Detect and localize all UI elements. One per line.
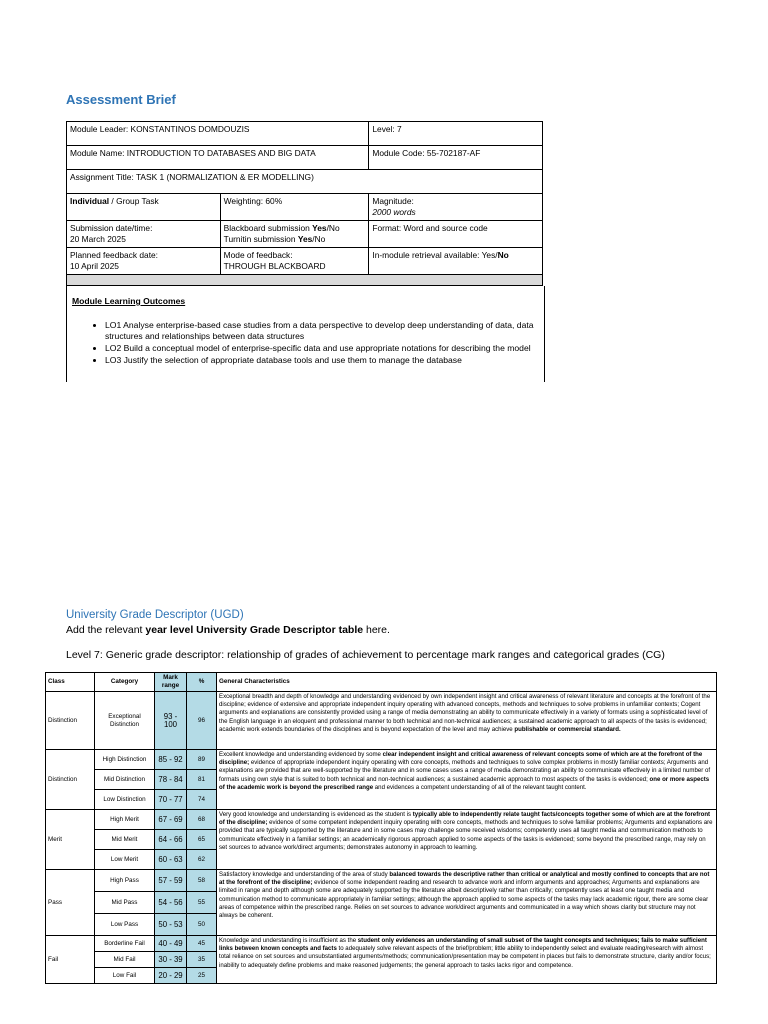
percent-cell: 50 bbox=[187, 914, 217, 936]
header-characteristics: General Characteristics bbox=[217, 673, 717, 692]
retrieval: In-module retrieval available: Yes/No bbox=[369, 248, 543, 275]
mark-range-cell: 67 - 69 bbox=[155, 810, 187, 830]
mark-range-cell: 70 - 77 bbox=[155, 790, 187, 810]
shaded-divider bbox=[67, 275, 543, 286]
percent-cell: 81 bbox=[187, 770, 217, 790]
learning-outcome-item: • LO2 Build a conceptual model of enterprise-specific data and use appropriate notations for describing the model bbox=[105, 343, 534, 354]
characteristics-cell: Exceptional breadth and depth of knowledge and understanding evidenced by own independent insight and critical awareness of relevant literature and concepts at the forefront of the discipline; evidence of extensive and appropriate independent inquiry operating with advanced concepts, methods and techniques to solve problems in unfamiliar contexts; Cogent arguments and explanations are consistently provided using a range of media demonstrating an ability to communicate effectively in a variety of formats using a sophisticated level of the English language in an eloquent and professional manner to both technical and non-technical audiences; a sustained academic approach to all aspects of the tasks is evidenced; academic work extends boundaries of the disciplines and is beyond expectation of the level and may achieve publishable or commercial standard. bbox=[217, 692, 717, 750]
mark-range-cell: 20 - 29 bbox=[155, 968, 187, 984]
header-class: Class bbox=[46, 673, 95, 692]
category-cell: Mid Merit bbox=[95, 830, 155, 850]
category-cell: Low Fail bbox=[95, 968, 155, 984]
module-leader: Module Leader: KONSTANTINOS DOMDOUZIS bbox=[67, 122, 369, 146]
mark-range-cell: 64 - 66 bbox=[155, 830, 187, 850]
feedback-mode: Mode of feedback: THROUGH BLACKBOARD bbox=[220, 248, 369, 275]
characteristics-cell: Knowledge and understanding is insufficient as the student only evidences an understanding of small subset of the taught concepts and techniques; fails to make sufficient links between known concepts and facts to adequately solve relevant aspects of the brief/problem; little ability to independently select and evaluate reading/research with almost total reliance on set sources and unsubstantiated arguments/methods; communication/presentation may be competent in places but fails to demonstrate structure, clarity and/or focus; inability to adequately define problems and make reasoned judgements; the general approach to tasks lacks rigor and competence. bbox=[217, 936, 717, 984]
class-cell: Fail bbox=[46, 936, 95, 984]
format: Format: Word and source code bbox=[369, 221, 543, 248]
percent-cell: 45 bbox=[187, 936, 217, 952]
mark-range-cell: 78 - 84 bbox=[155, 770, 187, 790]
percent-cell: 35 bbox=[187, 952, 217, 968]
module-code: Module Code: 55-702187-AF bbox=[369, 146, 543, 170]
assignment-title: Assignment Title: TASK 1 (NORMALIZATION & ER MODELLING) bbox=[67, 170, 543, 194]
level: Level: 7 bbox=[369, 122, 543, 146]
characteristics-cell: Very good knowledge and understanding is evidenced as the student is typically able to independently relate taught facts/concepts together some of which are at the forefront of the discipline; evidence of some competent independent inquiry operating with core concepts, methods and techniques to solve familiar problems; Arguments and explanations are provided that are typically supported by the literature and in some cases may challenge some received wisdoms; competently uses all taught media and communication methods to communicate effectively in a familiar settings; an academically rigorous approach applied to some aspects of the tasks is evidenced; some beyond the prescribed range, may rely on set sources to advance work/direct arguments; demonstrates autonomy in approach to learning. bbox=[217, 810, 717, 870]
learning-outcome-item: • LO1 Analyse enterprise-based case studies from a data perspective to develop deep understanding of data, data structures and relationships between data structures bbox=[105, 320, 534, 342]
mark-range-cell: 40 - 49 bbox=[155, 936, 187, 952]
page-title: Assessment Brief bbox=[66, 92, 176, 107]
class-cell: Merit bbox=[46, 810, 95, 870]
mark-range-cell: 54 - 56 bbox=[155, 892, 187, 914]
ugd-instruction: Add the relevant year level University Grade Descriptor table here. bbox=[66, 624, 390, 636]
characteristics-cell: Satisfactory knowledge and understanding of the area of study balanced towards the descriptive rather than critical or analytical and mostly confined to concepts that are not at the forefront of the discipline; evidence of some independent reading and research to advance work and inform arguments and approaches; Arguments and explanations are limited in range and depth although some are adequately supported by the literature albeit descriptively rather than critically; competently uses at least one taught media and communication method to communicate appropriately in familiar settings; although the approach applied to some aspects of the tasks may lack academic rigour, there are some clear areas of competence within the prescribed range. Relies on set sources to advance work/direct arguments and communicated in a way which shows clarity but structure may not always be coherent. bbox=[217, 870, 717, 936]
header-category: Category bbox=[95, 673, 155, 692]
percent-cell: 89 bbox=[187, 750, 217, 770]
mark-range-cell: 60 - 63 bbox=[155, 850, 187, 870]
class-cell: Distinction bbox=[46, 750, 95, 810]
learning-outcome-item: • LO3 Justify the selection of appropriate database tools and use them to manage the database bbox=[105, 355, 534, 366]
mark-range-cell: 93 - 100 bbox=[155, 692, 187, 750]
task-type: Individual / Group Task bbox=[67, 194, 221, 221]
category-cell: Mid Fail bbox=[95, 952, 155, 968]
percent-cell: 25 bbox=[187, 968, 217, 984]
percent-cell: 96 bbox=[187, 692, 217, 750]
category-cell: Mid Pass bbox=[95, 892, 155, 914]
characteristics-cell: Excellent knowledge and understanding evidenced by some clear independent insight and critical awareness of relevant concepts some of which are at the forefront of the discipline; evidence of appropriate independent inquiry operating with core concepts, methods and techniques to solve complex problems in mostly familiar contexts; Arguments and explanations are provided that are well-supported by the literature and in some cases uses a range of media demonstrating an ability to communicate effectively in a limited number of formats using own style that is suited to both technical and non-technical audiences; a sustained academic approach to most aspects of the tasks is evidenced; one or more aspects of the academic work is beyond the prescribed range and evidences a competent understanding of all of the relevant taught content. bbox=[217, 750, 717, 810]
class-cell: Distinction bbox=[46, 692, 95, 750]
ugd-level-caption: Level 7: Generic grade descriptor: relationship of grades of achievement to percentage mark ranges and categorical grades (CG) bbox=[66, 649, 665, 661]
learning-outcomes-heading: Module Learning Outcomes bbox=[72, 296, 186, 306]
category-cell: Low Pass bbox=[95, 914, 155, 936]
category-cell: Low Merit bbox=[95, 850, 155, 870]
assessment-brief-table bbox=[66, 121, 543, 286]
percent-cell: 65 bbox=[187, 830, 217, 850]
module-name: Module Name: INTRODUCTION TO DATABASES AND BIG DATA bbox=[67, 146, 369, 170]
learning-outcomes bbox=[66, 286, 545, 382]
category-cell: High Merit bbox=[95, 810, 155, 830]
header-mark-range: Mark range bbox=[155, 673, 187, 692]
category-cell: Borderline Fail bbox=[95, 936, 155, 952]
category-cell: Low Distinction bbox=[95, 790, 155, 810]
percent-cell: 68 bbox=[187, 810, 217, 830]
submission-methods: Blackboard submission Yes/No Turnitin submission Yes/No bbox=[220, 221, 369, 248]
magnitude: Magnitude: 2000 words bbox=[369, 194, 543, 221]
category-cell: High Distinction bbox=[95, 750, 155, 770]
category-cell: High Pass bbox=[95, 870, 155, 892]
ugd-title: University Grade Descriptor (UGD) bbox=[66, 609, 244, 621]
percent-cell: 74 bbox=[187, 790, 217, 810]
percent-cell: 55 bbox=[187, 892, 217, 914]
header-percent: % bbox=[187, 673, 217, 692]
mark-range-cell: 57 - 59 bbox=[155, 870, 187, 892]
mark-range-cell: 85 - 92 bbox=[155, 750, 187, 770]
grade-descriptor-table bbox=[45, 672, 717, 984]
feedback-date: Planned feedback date: 10 April 2025 bbox=[67, 248, 221, 275]
percent-cell: 58 bbox=[187, 870, 217, 892]
category-cell: Exceptional Distinction bbox=[95, 692, 155, 750]
weighting: Weighting: 60% bbox=[220, 194, 369, 221]
mark-range-cell: 30 - 39 bbox=[155, 952, 187, 968]
percent-cell: 62 bbox=[187, 850, 217, 870]
submission-date: Submission date/time: 20 March 2025 bbox=[67, 221, 221, 248]
mark-range-cell: 50 - 53 bbox=[155, 914, 187, 936]
category-cell: Mid Distinction bbox=[95, 770, 155, 790]
class-cell: Pass bbox=[46, 870, 95, 936]
